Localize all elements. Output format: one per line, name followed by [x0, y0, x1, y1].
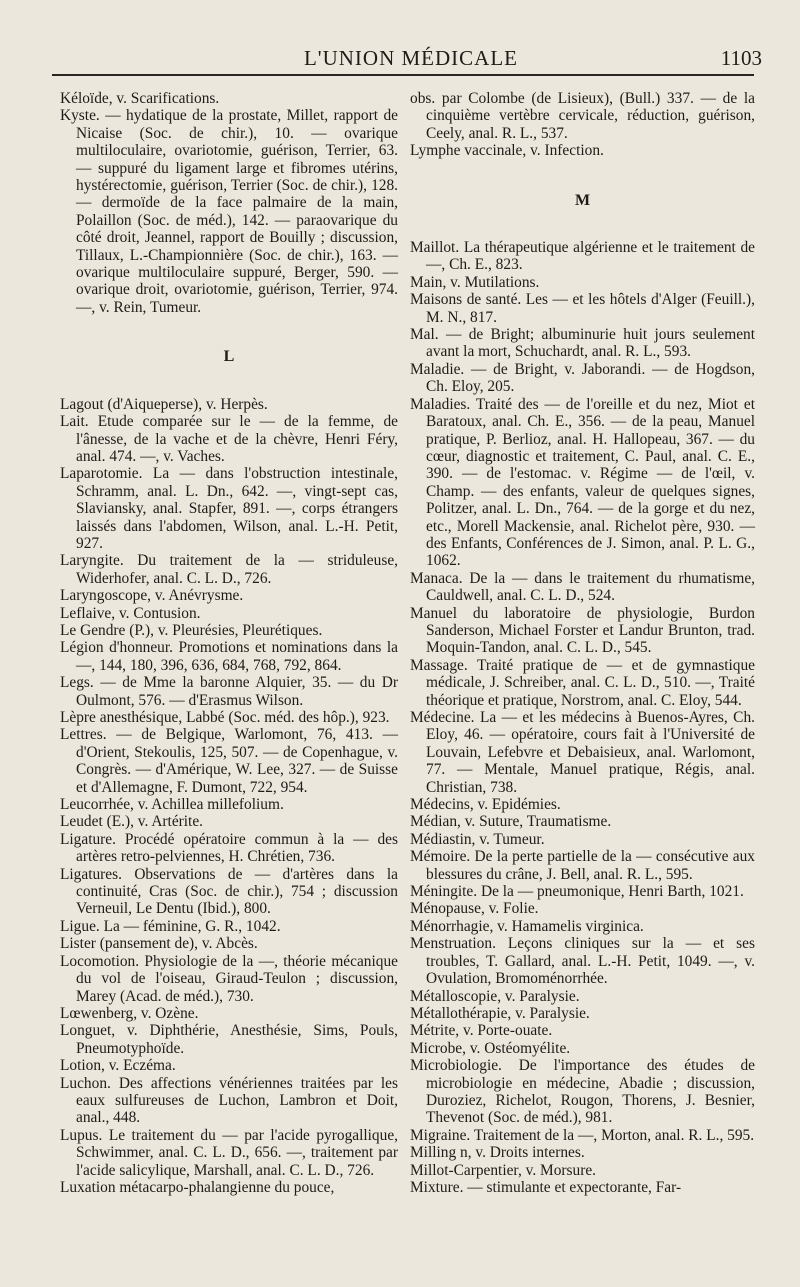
- index-entry: Métrite, v. Porte-ouate.: [410, 1022, 553, 1040]
- index-entry: Luchon. Des affections vénériennes traitées par les eaux sulfureuses de Luchon, Lambron et Doit, anal., 448.: [60, 1074, 398, 1127]
- index-entry: Médiastin, v. Tumeur.: [410, 830, 545, 848]
- index-entry: obs. par Colombe (de Lisieux), (Bull.) 337. — de la cinquième vertèbre cervicale, réduction, guérison, Ceely, anal. R. L., 537.: [410, 90, 755, 142]
- index-entry: Ligue. La — féminine, G. R., 1042.: [60, 917, 281, 935]
- index-entry: Maladie. — de Bright, v. Jaborandi. — de Hogdson, Ch. Eloy, 205.: [410, 360, 755, 396]
- index-entry: Manuel du laboratoire de physiologie, Burdon Sanderson, Michael Forster et Landur Brunton, trad. Moquin-Tandon, anal. C. L. D., 545.: [410, 604, 755, 657]
- index-entry: Mixture. — stimulante et expectorante, Far-: [410, 1178, 682, 1196]
- index-entry: Leflaive, v. Contusion.: [60, 604, 201, 622]
- index-entry: Kéloïde, v. Scarifications.: [60, 90, 220, 107]
- index-entry: Ligature. Procédé opératoire commun à la — des artères retro-pelviennes, H. Chrétien, 736.: [60, 830, 398, 866]
- index-entry: Médecins, v. Epidémies.: [410, 796, 561, 814]
- right-entries-top: [410, 90, 755, 160]
- index-entry: Leucorrhée, v. Achillea millefolium.: [60, 796, 284, 814]
- index-entry: Le Gendre (P.), v. Pleurésies, Pleurétiques.: [60, 621, 323, 639]
- index-entry: Laparotomie. La — dans l'obstruction intestinale, Schramm, anal. L. Dn., 642. —, vingt-sept cas, Slaviansky, anal. Stapfer, 891. —, corps étrangers laissés dans l'abdomen, Wilson, anal. L.-H. Petit, 927.: [60, 465, 398, 552]
- index-entry: Maisons de santé. Les — et les hôtels d'Alger (Feuill.), M. N., 817.: [410, 291, 755, 326]
- index-entry: Lœwenberg, v. Ozène.: [60, 1004, 199, 1022]
- index-entry: Locomotion. Physiologie de la —, théorie mécanique du vol de l'oiseau, Giraud-Teulon ; discussion, Marey (Acad. de méd.), 730.: [60, 952, 398, 1005]
- header-rule: [52, 74, 754, 76]
- index-entry: Milling n, v. Droits internes.: [410, 1144, 585, 1162]
- left-entries-bottom: [60, 396, 398, 1197]
- page-header: [52, 42, 770, 72]
- index-entry: Maladies. Traité des — de l'oreille et du nez, Miot et Baratoux, anal. Ch. E., 356. — de la peau, Manuel pratique, P. Berlioz, anal. H. Hallopeau, 367. — du cœur, diagnostic et traitement, C. Paul, anal. C. E., 390. — de l'estomac. v. Régime — de l'œil, v. Champ. — des enfants, valeur de quelques signes, Politzer, anal. L. Dn., 764. — de la gorge et du nez, etc., Morell Mackensie, anal. Richelot père, 930. — des Enfants, Conférences de J. Simon, anal. P. L. G., 1062.: [410, 395, 755, 570]
- page-number: 1103: [720, 46, 762, 70]
- index-entry: Métalloscopie, v. Paralysie.: [410, 987, 580, 1005]
- index-entry: Laryngite. Du traitement de la — striduleuse, Widerhofer, anal. C. L. D., 726.: [60, 552, 398, 587]
- right-column: [410, 90, 755, 1196]
- index-entry: Longuet, v. Diphthérie, Anesthésie, Sims, Pouls, Pneumotyphoïde.: [60, 1022, 398, 1057]
- index-entry: Massage. Traité pratique de — et de gymnastique médicale, J. Schreiber, anal. C. L. D., 510. —, Traité théorique et pratique, Norstrom, anal. C. Eloy, 544.: [410, 656, 755, 709]
- index-entry: Ménopause, v. Folie.: [410, 900, 539, 918]
- index-entry: Mémoire. De la perte partielle de la — consécutive aux blessures du crâne, J. Bell, anal. R. L., 595.: [410, 848, 755, 883]
- index-entry: Lister (pansement de), v. Abcès.: [60, 935, 258, 953]
- index-entry: Menstruation. Leçons cliniques sur la — et ses troubles, T. Gallard, anal. L.-H. Petit, 1049. —, v. Ovulation, Bromoménorrhée.: [410, 935, 755, 988]
- index-entry: Millot-Carpentier, v. Morsure.: [410, 1161, 597, 1179]
- index-entry: Légion d'honneur. Promotions et nominations dans la —, 144, 180, 396, 636, 684, 768, 792, 864.: [60, 639, 398, 674]
- index-entry: Luxation métacarpo-phalangienne du pouce,: [60, 1178, 335, 1196]
- index-entry: Microbiologie. De l'importance des études de microbiologie en médecine, Abadie ; discussion, Duroziez, Richelot, Rougon, Thorens, J. Besnier, Thevenot (Soc. de méd.), 981.: [410, 1057, 755, 1127]
- section-letter-m: M: [574, 191, 591, 209]
- index-entry: Lèpre anesthésique, Labbé (Soc. méd. des hôp.), 923.: [60, 709, 390, 726]
- index-entry: Ménorrhagie, v. Hamamelis virginica.: [410, 917, 644, 935]
- index-entry: Médecine. La — et les médecins à Buenos-Ayres, Ch. Eloy, 46. — opératoire, cours fait à l'Université de Louvain, Lefebvre et Debaisieux, anal. Warlomont, 77. — Mentale, Manuel pratique, Régis, anal. Christian, 738.: [410, 709, 755, 796]
- index-entry: Microbe, v. Ostéomyélite.: [410, 1039, 571, 1057]
- index-entry: Legs. — de Mme la baronne Alquier, 35. — du Dr Oulmont, 576. — d'Erasmus Wilson.: [60, 674, 398, 709]
- index-entry: Médian, v. Suture, Traumatisme.: [410, 813, 612, 831]
- index-entry: Laryngoscope, v. Anévrysme.: [60, 587, 244, 605]
- left-column: [60, 90, 398, 1196]
- index-entry: Main, v. Mutilations.: [410, 273, 540, 291]
- left-entries-top: [60, 90, 398, 316]
- index-entry: Métallothérapie, v. Paralysie.: [410, 1004, 590, 1022]
- index-entry: Kyste. — hydatique de la prostate, Millet, rapport de Nicaise (Soc. de chir.), 10. — ovarique multiloculaire, ovariotomie, guérison, Terrier, 63. — suppuré du ligament large et fibromes utérins, hystérectomie, guérison, Terrier (Soc. de chir.), 128. — dermoïde de la face palmaire de la main, Polaillon (Soc. de méd.), 142. — paraovarique du côté droit, Jeannel, rapport de Bouilly ; discussion, Tillaux, L.-Championnière (Soc. de chir.), 163. — ovarique multiloculaire suppuré, Berger, 590. — ovarique droit, ovariotomie, guérison, Terrier, 974. —, v. Rein, Tumeur.: [60, 107, 398, 316]
- index-entry: Manaca. De la — dans le traitement du rhumatisme, Cauldwell, anal. C. L. D., 524.: [410, 569, 755, 605]
- index-entry: Lotion, v. Eczéma.: [60, 1057, 176, 1075]
- right-entries-bottom: [410, 239, 755, 1196]
- index-entry: Ligatures. Observations de — d'artères dans la continuité, Cras (Soc. de chir.), 754 ; discussion Verneuil, Le Dentu (Ibid.), 800.: [60, 865, 398, 918]
- section-letter-l: L: [223, 348, 235, 366]
- index-entry: Lagout (d'Aiqueperse), v. Herpès.: [60, 395, 268, 413]
- index-entry: Migraine. Traitement de la —, Morton, anal. R. L., 595.: [410, 1126, 755, 1144]
- index-entry: Lait. Etude comparée sur le — de la femme, de l'ânesse, de la vache et de la chèvre, Henri Féry, anal. 474. —, v. Vaches.: [60, 413, 398, 465]
- index-entry: Mal. — de Bright; albuminurie huit jours seulement avant la mort, Schuchardt, anal. R. L., 593.: [410, 326, 755, 361]
- index-entry: Méningite. De la — pneumonique, Henri Barth, 1021.: [410, 883, 744, 901]
- index-entry: Leudet (E.), v. Artérite.: [60, 813, 204, 831]
- index-entry: Maillot. La thérapeutique algérienne et le traitement de —, Ch. E., 823.: [410, 239, 755, 274]
- index-entry: Lymphe vaccinale, v. Infection.: [410, 142, 604, 160]
- index-entry: Lettres. — de Belgique, Warlomont, 76, 413. — d'Orient, Stekoulis, 125, 507. — de Copenhague, v. Congrès. — d'Amérique, W. Lee, 327. — de Suisse et d'Allemagne, F. Dumont, 722, 954.: [60, 726, 398, 796]
- running-title: L'UNION MÉDICALE: [303, 46, 518, 70]
- index-entry: Lupus. Le traitement du — par l'acide pyrogallique, Schwimmer, anal. C. L. D., 656. —, traitement par l'acide salicylique, Marshall, anal. C. L. D., 726.: [60, 1126, 398, 1179]
